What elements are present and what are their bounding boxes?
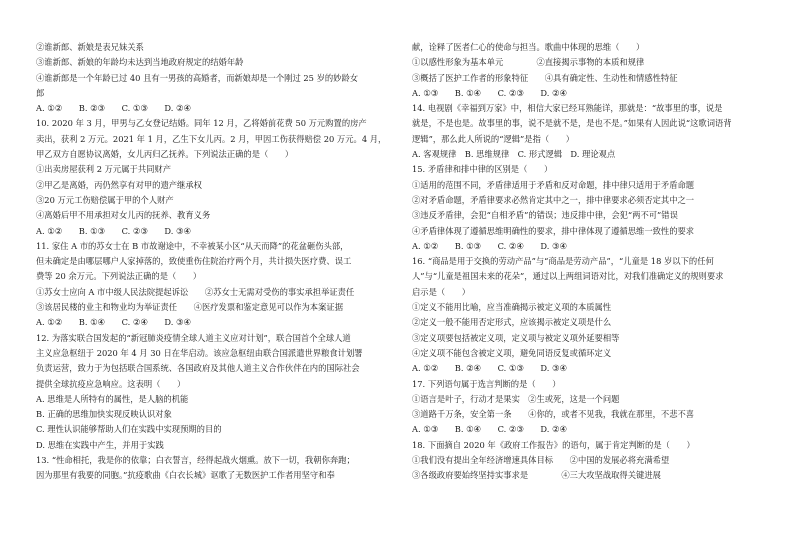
text-line: 负责运营，致力于为包括联合国系统、各国政府及其他人道主义合作伙伴在内的国际社会 <box>36 363 360 374</box>
text-line: 10. 2020 年 3 月，甲男与乙女登记结婚。同年 12 月，乙将婚前花费 50 万元购置的房产 <box>36 118 367 129</box>
text-line: A. ①② B. ①④ C. ②④ D. ③④ <box>36 317 191 328</box>
text-line: 逻辑”，那么此人所说的“逻辑”是指（ ） <box>412 133 575 144</box>
text-line: ①定义不能用比喻，应当准确揭示被定义项的本质属性 <box>412 302 612 313</box>
text-line: C. 理性认识能够帮助人们在实践中实现预期的目的 <box>36 424 222 435</box>
text-line: 14. 电视剧《幸福到万家》中，相信大家已经耳熟能详，那就是：“故事里的事，说是 <box>412 103 723 114</box>
text-line: 献，诠释了医者仁心的使命与担当。歌曲中体现的思维（ ） <box>412 42 645 52</box>
text-line: ①苏女士应向 A 市中级人民法院提起诉讼 ②苏女士无需对受伤的事实承担举证责任 <box>36 286 355 297</box>
text-line: ②甲乙是离婚，丙仍然享有对甲的遗产继承权 <box>36 179 202 190</box>
text-line: ①我们没有提出全年经济增速具体目标 ②中国的发展必将充满希望 <box>412 455 670 466</box>
text-line: ③概括了医护工作者的形象特征 ④具有确定性、生动性和情感性特征 <box>412 72 678 83</box>
text-line: ②定义一般不能用否定形式，应该揭示被定义项是什么 <box>412 317 612 328</box>
text-line: ②谁新郎、新娘是表兄妹关系 <box>36 42 144 52</box>
text-line: 启示是（ ） <box>412 286 471 297</box>
text-line: A. ①② B. ②④ C. ①③ D. ③④ <box>412 363 567 374</box>
text-line: ③20 万元工伤赔偿属于甲的个人财产 <box>36 194 174 205</box>
text-line: ④谁新郎是一个年龄已过 40 且有一男孩的高婚者，而新娘却是一个刚过 25 岁的妙龄女 <box>36 72 359 83</box>
text-line: ①适用的范围不同，矛盾律适用于矛盾和反对命题，排中律只适用于矛盾命题 <box>412 179 695 190</box>
text-line: 提供全球抗疫应急响应。这表明（ ） <box>36 378 186 389</box>
text-line: ①以感性形象为基本单元 ②直接揭示事物的本质和规律 <box>412 57 645 68</box>
text-line: ④矛盾律体现了遵循思维明确性的要求，排中律体现了遵循思维一致性的要求 <box>412 225 695 236</box>
text-line: 但未确定是由哪层哪户人家掉落的，致使重伤住院治疗两个月，共计损失医疗费、误工 <box>36 256 352 267</box>
text-line: 费等 20 余万元。下列说法正确的是（ ） <box>36 271 202 282</box>
text-line: 13. “性命相托，我是你的依靠；白衣誓言，经得起战火烟熏。放下一切，我朝你奔跑； <box>36 455 355 466</box>
left-column <box>36 40 406 484</box>
text-line: ③道路千万条，安全第一条 ④你的，或者不见我，我就在那里，不悲不喜 <box>412 409 695 420</box>
text-line: 就是，不是也是。故事里的事，说不是就不是，是也不是。”如果有人因此说“这歌词语背 <box>412 118 732 129</box>
text-line: ③谁新郎、新娘的年龄均未达到当地政府规定的结婚年龄 <box>36 57 244 68</box>
text-line: 17. 下列语句属于选言判断的是（ ） <box>412 378 561 389</box>
text-line: A. ①② B. ②③ C. ①③ D. ②④ <box>36 103 191 114</box>
text-line: ③各级政府要始终坚持实事求是 ④三大攻坚战取得关键进展 <box>412 470 661 481</box>
text-line: 11. 家住 A 市的苏女士在 B 市故谢途中，不幸被某小区“从天而降”的花盆砸伤头部， <box>36 240 349 251</box>
text-line: ③违反矛盾律，会犯“自相矛盾”的错误；违反排中律，会犯“两不可”错误 <box>412 210 678 221</box>
text-line: ④离婚后甲不用承担对女儿丙的抚养、教育义务 <box>36 210 211 221</box>
text-line: 18. 下面摘自 2020 年《政府工作报告》的语句，属于肯定判断的是（ ） <box>412 439 695 450</box>
text-line: ④定义项不能包含被定义项，避免同语反复或循环定义 <box>412 347 612 358</box>
text-line: A. ①② B. ①③ C. ②③ D. ③④ <box>36 225 191 236</box>
text-line: ③该居民楼的业主和物业均为举证责任 ④医疗发票和鉴定意见可以作为本案证据 <box>36 302 343 313</box>
text-line: A. 思维是人所特有的属性，是人脑的机能 <box>36 393 189 404</box>
text-line: D. 思维在实践中产生，并用于实践 <box>36 439 164 450</box>
text-line: 因为那里有我要的同胞。”抗疫歌曲《白衣长城》讴歌了无数医护工作者用坚守和奉 <box>36 470 335 481</box>
text-line: ①出卖房屋获利 2 万元属于共同财产 <box>36 164 172 175</box>
right-column <box>412 40 782 484</box>
text-line: 人”与“儿童是祖国未来的花朵”，通过以上两组词语对比，对我们准确定义的规则要求 <box>412 271 724 282</box>
text-line: 16. “商品是用于交换的劳动产品”与“商品是劳动产品”，“儿童是 18 岁以下的任何 <box>412 256 714 267</box>
text-line: 卖出，获利 2 万元。2021 年 1 月，乙生下女儿丙。2 月，甲因工伤获得赔偿 20 万元。4 月， <box>36 133 387 144</box>
text-line: ③定义项要包括被定义项，定义项与被定义项外延要相等 <box>412 332 620 343</box>
text-line: 15. 矛盾律和排中律的区别是（ ） <box>412 164 553 175</box>
text-line: A. ①③ B. ①④ C. ②③ D. ②④ <box>412 424 567 435</box>
text-line: A. ①③ B. ①④ C. ②③ D. ②④ <box>412 87 567 98</box>
text-line: 郎 <box>36 87 45 98</box>
text-line: 甲乙双方自愿协议离婚，女儿丙归乙抚养。下列说法正确的是（ ） <box>36 149 294 160</box>
text-line: B. 正确的思维加快实现反映认识对象 <box>36 409 172 420</box>
text-line: 主义应急枢纽于 2020 年 4 月 30 日在华启动。该应急枢纽由联合国派遣世界粮食计划署 <box>36 347 363 358</box>
text-line: 12. 为落实联合国发起的“新冠肺炎疫情全球人道主义应对计划”，联合国首个全球人道 <box>36 332 351 343</box>
text-line: ①语言是叶子，行动才是果实 ②生或死，这是一个问题 <box>412 393 620 404</box>
text-line: ②对矛盾命题，矛盾律要求必然肯定其中之一，排中律要求必须否定其中之一 <box>412 194 695 205</box>
text-line: A. ①② B. ①③ C. ②④ D. ③④ <box>412 240 567 251</box>
text-line: A. 客观规律 B. 思维规律 C. 形式逻辑 D. 理论观点 <box>412 149 616 160</box>
